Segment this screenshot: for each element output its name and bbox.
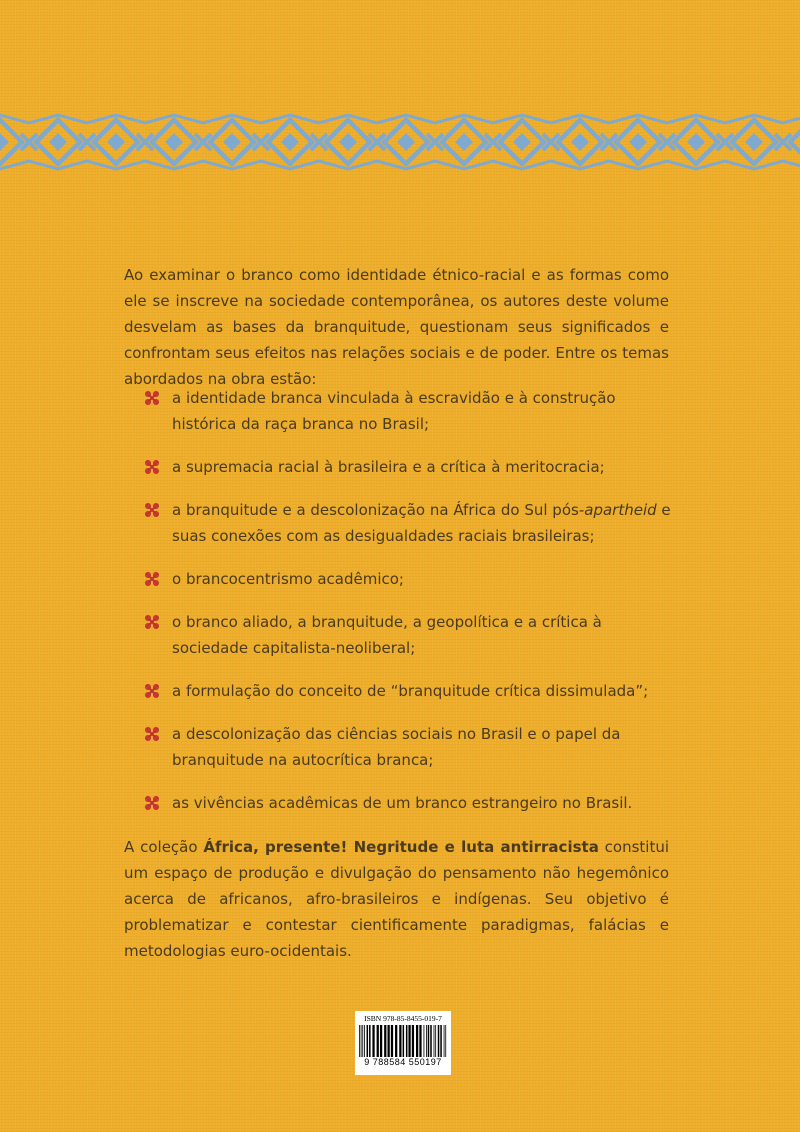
- collection-paragraph: A coleção África, presente! Negritude e luta antirracista constitui um espaço de produção e divulgação do pensamento não hegemônico acerca de africanos, afro-brasileiros e indígenas. Seu objetivo é problematizar e contestar cientificamente paradigmas, falácias e metodologias euro-ocidentais.: [124, 838, 669, 960]
- topic-item: [144, 454, 674, 480]
- topic-italic-term: apartheid: [584, 501, 657, 519]
- isbn-label: ISBN 978-85-8455-019-7: [364, 1014, 442, 1023]
- knot-icon: [144, 459, 160, 475]
- topic-item: [144, 497, 674, 549]
- topic-item: [144, 385, 674, 437]
- topic-item: [144, 721, 674, 773]
- intro-paragraph: Ao examinar o branco como identidade étnico-racial e as formas como ele se inscreve na sociedade contemporânea, os autores deste volume desvelam as bases da branquitude, questionam seus significados e confrontam seus efeitos nas relações sociais e de poder. Entre os temas abordados na obra estão:: [124, 266, 669, 388]
- topics-list: [144, 385, 674, 816]
- knot-icon: [144, 571, 160, 587]
- topic-text: as vivências acadêmicas de um branco estrangeiro no Brasil.: [172, 794, 633, 812]
- knot-icon: [144, 390, 160, 406]
- topic-text: a descolonização das ciências sociais no Brasil e o papel da branquitude na autocrítica branca;: [172, 725, 621, 769]
- topic-text: a formulação do conceito de “branquitude crítica dissimulada”;: [172, 682, 649, 700]
- barcode-bars: [359, 1025, 447, 1057]
- collection-name: África, presente! Negritude e luta antirracista: [203, 838, 599, 856]
- topic-text: o brancocentrismo acadêmico;: [172, 570, 404, 588]
- knot-icon: [144, 795, 160, 811]
- topic-item: [144, 678, 674, 704]
- barcode: [355, 1011, 451, 1075]
- topic-item: [144, 566, 674, 592]
- knot-icon: [144, 502, 160, 518]
- topic-text: a supremacia racial à brasileira e a crítica à meritocracia;: [172, 458, 605, 476]
- topic-item: [144, 790, 674, 816]
- topic-text: a identidade branca vinculada à escravidão e à construção histórica da raça branca no Brasil;: [172, 389, 616, 433]
- decorative-pattern-band: [0, 113, 800, 171]
- knot-icon: [144, 726, 160, 742]
- topic-text: o branco aliado, a branquitude, a geopolítica e a crítica à sociedade capitalista-neoliberal;: [172, 613, 602, 657]
- topic-text: a branquitude e a descolonização na África do Sul pós-apartheid e suas conexões com as desigualdades raciais brasileiras;: [172, 501, 671, 545]
- knot-icon: [144, 683, 160, 699]
- barcode-digits: 9 788584 550197: [364, 1057, 442, 1067]
- knot-icon: [144, 614, 160, 630]
- topic-item: [144, 609, 674, 661]
